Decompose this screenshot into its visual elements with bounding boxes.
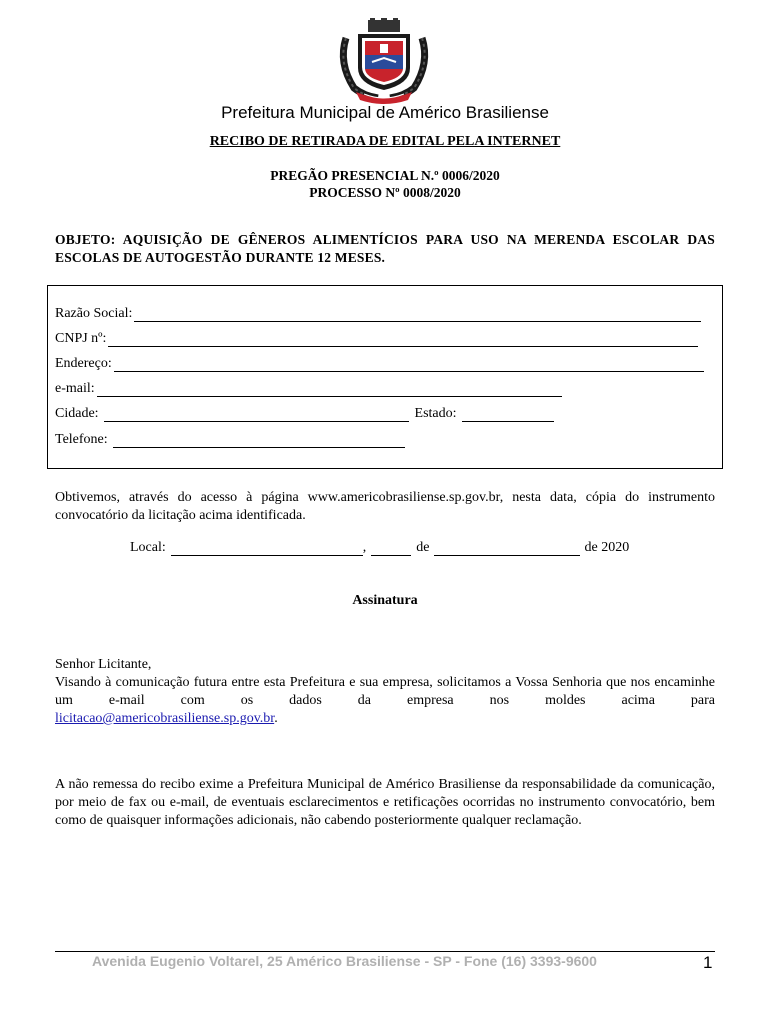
cidade-line[interactable]: [104, 407, 409, 422]
month-input-line[interactable]: [434, 541, 580, 556]
procurement-info: [0, 167, 770, 201]
municipality-title: Prefeitura Municipal de Américo Brasiliense: [221, 103, 549, 122]
cnpj-line[interactable]: [108, 332, 698, 347]
company-form-box: [47, 285, 723, 469]
objeto-paragraph: [55, 231, 715, 267]
telefone-field[interactable]: [55, 430, 405, 448]
telefone-label: Telefone:: [55, 432, 108, 447]
day-input-line[interactable]: [371, 541, 411, 556]
cidade-label: Cidade:: [55, 406, 99, 421]
cnpj-label: CNPJ nº:: [55, 331, 107, 346]
signature-label: Assinatura: [352, 593, 418, 608]
year-label: de 2020: [584, 540, 630, 555]
page-number: 1: [703, 953, 713, 972]
local-comma: ,: [362, 540, 367, 555]
objeto-label: OBJETO:: [55, 232, 116, 247]
licitante-notice: [55, 656, 715, 728]
cnpj-field[interactable]: [55, 329, 698, 347]
email-period: .: [274, 711, 278, 726]
footer-divider: [55, 951, 715, 952]
email-line[interactable]: [97, 382, 562, 397]
salutation: Senhor Licitante,: [55, 657, 152, 672]
endereco-line[interactable]: [114, 357, 704, 372]
local-label: Local:: [130, 540, 166, 555]
municipal-crest: [334, 18, 434, 104]
endereco-label: Endereço:: [55, 356, 112, 371]
local-input-line[interactable]: [171, 541, 363, 556]
estado-label: Estado:: [414, 406, 457, 421]
footer-address: Avenida Eugenio Voltarel, 25 Américo Brasiliense - SP - Fone (16) 3393-9600: [92, 953, 597, 969]
razao-social-field[interactable]: [55, 304, 701, 322]
processo-number: PROCESSO Nº 0008/2020: [309, 185, 461, 200]
de-label-1: de: [416, 540, 430, 555]
local-date-line: [130, 540, 629, 556]
telefone-line[interactable]: [113, 433, 405, 448]
email-field[interactable]: [55, 379, 562, 397]
cidade-estado-field[interactable]: [55, 404, 554, 422]
remessa-paragraph: A não remessa do recibo exime a Prefeitura Municipal de Américo Brasiliense da responsabilidade da comunicação, por meio de fax ou e-mail, de eventuais esclarecimentos e retificações ocorridas no instrumento convocatório, bem como de quaisquer informações adicionais, não cabendo posteriormente qualquer reclamação.: [55, 777, 715, 828]
razao-social-label: Razão Social:: [55, 306, 133, 321]
objeto-text: AQUISIÇÃO DE GÊNEROS ALIMENTÍCIOS PARA USO NA MERENDA ESCOLAR DAS ESCOLAS DE AUTOGESTÃO DURANTE 12 MESES.: [55, 232, 715, 265]
email-label: e-mail:: [55, 381, 95, 396]
razao-social-line[interactable]: [134, 307, 701, 322]
estado-line[interactable]: [462, 407, 554, 422]
pregao-number: PREGÃO PRESENCIAL N.º 0006/2020: [270, 168, 500, 183]
endereco-field[interactable]: [55, 354, 704, 372]
email-link[interactable]: licitacao@americobrasiliense.sp.gov.br: [55, 711, 275, 726]
visando-paragraph: Visando à comunicação futura entre esta Prefeitura e sua empresa, solicitamos a Vossa Senhoria que nos encaminhe um e-mail com os dados da empresa nos moldes acima para: [55, 675, 715, 708]
document-title: RECIBO DE RETIRADA DE EDITAL PELA INTERNET: [209, 134, 561, 149]
obtivemos-paragraph: Obtivemos, através do acesso à página www.americobrasiliense.sp.gov.br, nesta data, cópia do instrumento convocatório da licitação acima identificada.: [55, 490, 715, 523]
